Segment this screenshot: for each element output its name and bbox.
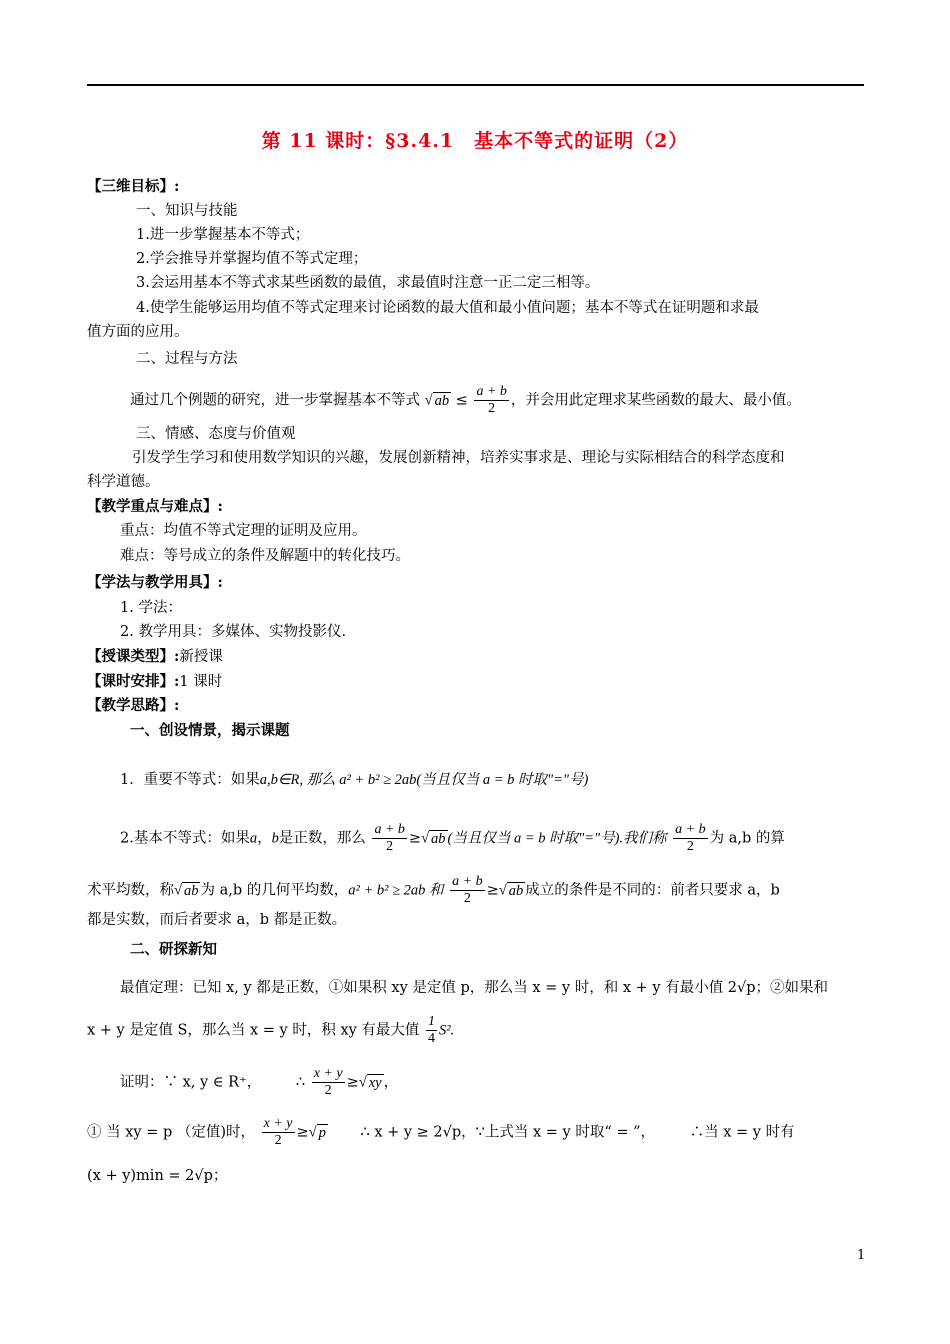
section-idea: 【教学思路】: <box>87 697 180 714</box>
method-item: 1. 学法： <box>120 600 182 616</box>
frac-a-plus-b-over-2: $\frac{a + b}{2}$ <box>675 822 706 854</box>
sqrt-ab: √ ab <box>424 392 450 409</box>
section-goals: 【三维目标】: <box>87 178 180 195</box>
key-point: 重点：均值不等式定理的证明及应用。 <box>120 523 367 539</box>
proof-line: 证明：∵ x, y ∈ R⁺， ∴ $\frac{x + y}{2}$ ≥√ xy ， <box>120 1066 399 1098</box>
method-item: 2. 教学用具：多媒体、实物投影仪. <box>120 624 347 640</box>
basic-inequality: 2.基本不等式：如果a，b是正数，那么 $\frac{a + b}{2}$ ≥√ ab (当且仅当 a = b 时取"="号).我们称 $\frac{a + b}{2}$ 为 a,b 的算 <box>120 822 785 854</box>
section-key: 【教学重点与难点】: <box>87 498 223 515</box>
goal3-heading: 三、情感、态度与价值观 <box>136 426 296 442</box>
step2-heading: 二、研探新知 <box>130 941 217 958</box>
frac-one-quarter: $\frac{1}{4}$ <box>428 1014 436 1046</box>
difficult-point: 难点：等号成立的条件及解题中的转化技巧。 <box>120 548 410 564</box>
goal3-text-cont: 科学道德。 <box>87 474 160 490</box>
goal3-text: 引发学生学习和使用数学知识的兴趣，发展创新精神，培养实事求是、理论与实际相结合的科学态度和 <box>132 450 785 466</box>
step1-heading: 一、创设情景，揭示课题 <box>130 722 290 739</box>
goal1-item-cont: 值方面的应用。 <box>87 324 189 340</box>
proof-case-1: ① 当 xy = p （定值)时， $\frac{x + y}{2}$ ≥√ p ∴ x + y ≥ 2√p，∵上式当 x = y 时取“ = ”， ∴当 x = y 时有 <box>87 1116 795 1148</box>
frac-a-plus-b-over-2: $\frac{a + b}{2}$ <box>476 384 507 416</box>
frac-a-plus-b-over-2: $\frac{a + b}{2}$ <box>452 874 483 906</box>
goal2-text: 通过几个例题的研究，进一步掌握基本不等式 √ ab ≤ $\frac{a + b}{2}$ ，并会用此定理求某些函数的最大、最小值。 <box>130 384 801 416</box>
goal2-text-a: 通过几个例题的研究，进一步掌握基本不等式 <box>130 392 420 409</box>
extremum-theorem-cont: x + y 是定值 S，那么当 x = y 时，积 xy 有最大值 $\frac{1}{4}$ S². <box>87 1014 455 1046</box>
sqrt-xy: √ xy <box>358 1074 382 1091</box>
important-inequality: 1．重要不等式：如果a,b∈R, 那么 a² + b² ≥ 2ab(当且仅当 a = b 时取"="号) <box>120 772 589 788</box>
section-method: 【学法与教学用具】: <box>87 574 223 591</box>
goal1-item: 2.学会推导并掌握均值不等式定理； <box>136 251 368 267</box>
goal1-item: 4.使学生能够运用均值不等式定理来讨论函数的最大值和最小值问题；基本不等式在证明题和求最 <box>136 300 759 316</box>
mean-definitions: 术平均数，称√ ab 为 a,b 的几何平均数，a² + b² ≥ 2ab 和 $\frac{a + b}{2}$ ≥√ ab 成立的条件是不同的：前者只要求 a，b <box>87 874 780 906</box>
goal1-heading: 一、知识与技能 <box>136 203 238 219</box>
goal1-item: 1.进一步掌握基本不等式； <box>136 227 310 243</box>
lesson-type: 【授课类型】:新授课 <box>87 648 223 665</box>
frac-x-plus-y-over-2: $\frac{x + y}{2}$ <box>313 1066 343 1098</box>
lesson-time: 【课时安排】:1 课时 <box>87 673 223 690</box>
sqrt-ab: √ ab <box>498 882 524 899</box>
sqrt-p: √ p <box>308 1124 326 1141</box>
proof-case-1-result: (x + y)min = 2√p； <box>87 1168 228 1184</box>
header-rule <box>87 84 864 86</box>
page-number: 1 <box>857 1248 866 1263</box>
goal1-item: 3.会运用基本不等式求某些函数的最值，求最值时注意一正二定三相等。 <box>136 275 600 291</box>
extremum-theorem: 最值定理：已知 x, y 都是正数，①如果积 xy 是定值 p，那么当 x = y 时，和 x + y 有最小值 2√p；②如果和 <box>120 980 829 996</box>
goal2-text-b: ，并会用此定理求某些函数的最大、最小值。 <box>510 392 801 409</box>
goal2-heading: 二、过程与方法 <box>136 351 238 367</box>
inequality-math: a,b∈R, 那么 a² + b² ≥ 2ab(当且仅当 a = b 时取"="号) <box>259 772 589 788</box>
sqrt-ab: √ ab <box>174 882 199 899</box>
page-title: 第 11 课时：§3.4.1 基本不等式的证明（2） <box>261 130 689 152</box>
frac-a-plus-b-over-2: $\frac{a + b}{2}$ <box>374 822 405 854</box>
frac-x-plus-y-over-2: $\frac{x + y}{2}$ <box>263 1116 293 1148</box>
mean-definitions-cont: 都是实数，而后者要求 a，b 都是正数。 <box>87 912 347 928</box>
sqrt-ab: √ ab <box>421 830 446 847</box>
